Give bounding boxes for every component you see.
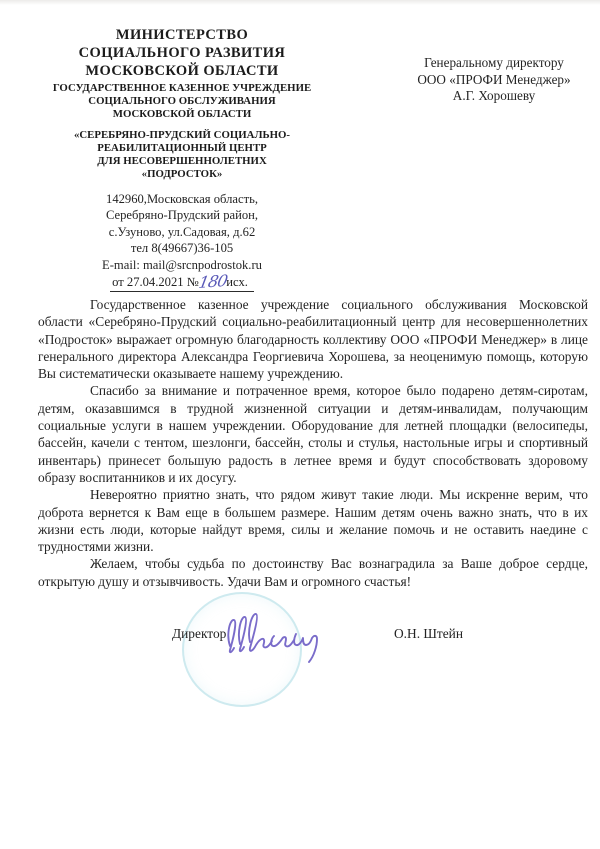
body-paragraph: Спасибо за внимание и потраченное время, которое было подарено детям-сиротам, детям, оказавшимся в трудной жизненной ситуации и детям-инвалидам, получающим социальные услуги в нашем учреждении. Оборудование для летней площадки (велосипеды, бассейн, качели с тентом, шезлонги, бассейн, столы и стулья, настольные игры и спортивный инвентарь) принесет большую радость в летнее время и будут способствовать здоровому образу воспитанников и их досугу.	[38, 383, 588, 485]
address-line: Серебряно-Прудский район,	[105, 208, 259, 223]
ministry-line: МИНИСТЕРСТВО	[115, 27, 249, 43]
ministry-line: МОСКОВСКОЙ ОБЛАСТИ	[85, 63, 279, 79]
address-line: 142960,Московская область,	[106, 192, 258, 206]
center-name	[38, 129, 326, 181]
recipient-line: Генеральному директору	[424, 55, 564, 70]
address-block	[38, 191, 326, 273]
phone-line: тел 8(49667)36-105	[130, 241, 234, 256]
handwritten-number: 180	[196, 271, 229, 292]
handwritten-signature	[224, 608, 324, 669]
email-line: E-mail: mail@srcnpodrostok.ru	[102, 257, 262, 272]
scan-artifact-top	[0, 0, 600, 5]
body-paragraph: Желаем, чтобы судьба по достоинству Вас вознаградила за Ваше доброе сердце, открытую душу и отзывчивость. Удачи Вам и огромного счастья!	[38, 556, 588, 589]
reference-prefix: от 27.04.2021 №	[112, 275, 199, 290]
reference-suffix: исх.	[226, 275, 248, 290]
reference-row	[38, 273, 326, 292]
body-paragraph: Невероятно приятно знать, что рядом живут такие люди. Мы искренне верим, что доброта вернется к Вам еще в большем размере. Нашим детям очень важно знать, что в их жизни есть люди, которые найдут время, силы и желание помочь и не оставить наедине с трудностями жизни.	[38, 487, 588, 555]
institution-name	[38, 82, 326, 121]
center-line: ДЛЯ НЕСОВЕРШЕННОЛЕТНИХ	[97, 155, 267, 167]
center-line: «СЕРЕБРЯНО-ПРУДСКИЙ СОЦИАЛЬНО-	[73, 129, 291, 141]
institution-line: ГОСУДАРСТВЕННОЕ КАЗЕННОЕ УЧРЕЖДЕНИЕ	[52, 82, 312, 94]
signature-row	[0, 624, 600, 684]
body-paragraph: Государственное казенное учреждение социального обслуживания Московской области «Серебряно-Прудский социально-реабилитационный центр для несовершеннолетних «Подросток» выражает огромную благодарность коллективу ООО «ПРОФИ Менеджер» в лице генерального директора Александра Георгиевича Хорошева, за неоценимую помощь, которую Вы систематически оказываете нашему учреждению.	[38, 297, 588, 382]
letterhead	[38, 26, 326, 292]
institution-line: МОСКОВСКОЙ ОБЛАСТИ	[112, 108, 252, 120]
recipient-line: ООО «ПРОФИ Менеджер»	[417, 71, 571, 87]
signature-name: О.Н. Штейн	[394, 626, 464, 641]
reference-line	[110, 271, 254, 292]
letter-body	[38, 296, 588, 590]
recipient-block	[388, 55, 600, 105]
center-line: «ПОДРОСТОК»	[141, 168, 223, 180]
recipient-line: А.Г. Хорошеву	[452, 88, 536, 104]
ministry-line: СОЦИАЛЬНОГО РАЗВИТИЯ	[78, 45, 286, 61]
address-line: с.Узуново, ул.Садовая, д.62	[108, 224, 256, 239]
signature-title: Директор	[172, 626, 227, 641]
signature-ink	[224, 608, 324, 664]
ministry-name	[38, 26, 326, 80]
center-line: РЕАБИЛИТАЦИОННЫЙ ЦЕНТР	[97, 142, 267, 154]
institution-line: СОЦИАЛЬНОГО ОБСЛУЖИВАНИЯ	[88, 95, 276, 107]
